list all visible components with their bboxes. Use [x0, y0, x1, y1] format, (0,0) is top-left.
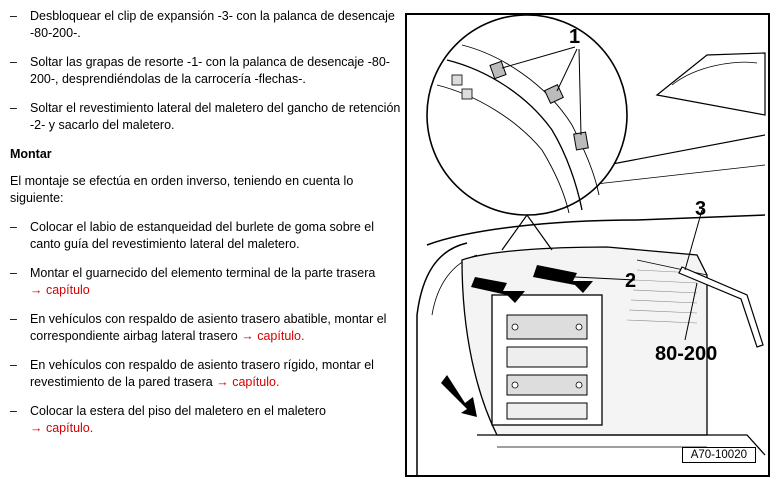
step-dash: –: [10, 312, 17, 326]
callout-1: 1: [569, 26, 581, 48]
step-text: En vehículos con respaldo de asiento trasero abatible, montar el correspondiente airbag lateral trasero: [30, 312, 387, 343]
install-intro: El montaje se efectúa en orden inverso, teniendo en cuenta lo siguiente:: [10, 174, 354, 205]
step-dash: –: [10, 101, 17, 115]
step-text: Montar el guarnecido del elemento terminal de la parte trasera: [30, 266, 376, 280]
callout-2: 2: [625, 270, 637, 292]
step-floor-mat: [10, 403, 402, 437]
step-text: Soltar el revestimiento lateral del maletero del gancho de retención -2- y sacarlo del maletero.: [30, 101, 401, 132]
section-heading-install: Montar: [10, 147, 52, 161]
step-text: En vehículos con respaldo de asiento trasero rígido, montar el revestimiento de la pared trasera: [30, 358, 374, 389]
step-dash: –: [10, 220, 17, 234]
callout-3: 3: [695, 198, 707, 220]
figure-id: A70-10020: [682, 447, 756, 463]
step-text: Desbloquear el clip de expansión -3- con la palanca de desencaje -80-200-.: [30, 9, 395, 40]
trunk-illustration: [407, 15, 768, 475]
chapter-link[interactable]: → capítulo.: [30, 421, 94, 435]
step-rear-end-trim: [10, 265, 402, 299]
step-release-side-trim: [10, 100, 402, 134]
chapter-link[interactable]: → capítulo: [30, 283, 90, 297]
step-side-airbag: [10, 311, 402, 345]
step-text: Soltar las grapas de resorte -1- con la palanca de desencaje -80-200-, desprendiéndolas de la carrocería -flechas-.: [30, 55, 390, 86]
step-dash: –: [10, 55, 17, 69]
chapter-link[interactable]: → capítulo.: [216, 375, 280, 389]
step-dash: –: [10, 358, 17, 372]
step-dash: –: [10, 266, 17, 280]
step-dash: –: [10, 404, 17, 418]
step-seal-lip: [10, 219, 402, 253]
step-release-spring-clips: [10, 54, 402, 88]
step-unlock-expansion-clip: [10, 8, 402, 42]
callout-tool: 80-200: [655, 343, 718, 365]
step-text: Colocar el labio de estanqueidad del burlete de goma sobre el canto guía del revestimiento lateral del maletero.: [30, 220, 374, 251]
chapter-link[interactable]: → capítulo.: [241, 329, 305, 343]
instructions-column: [10, 8, 402, 449]
step-dash: –: [10, 9, 17, 23]
trunk-trim-figure: [405, 13, 770, 477]
step-rear-wall-trim: [10, 357, 402, 391]
step-text: Colocar la estera del piso del maletero en el maletero: [30, 404, 326, 418]
